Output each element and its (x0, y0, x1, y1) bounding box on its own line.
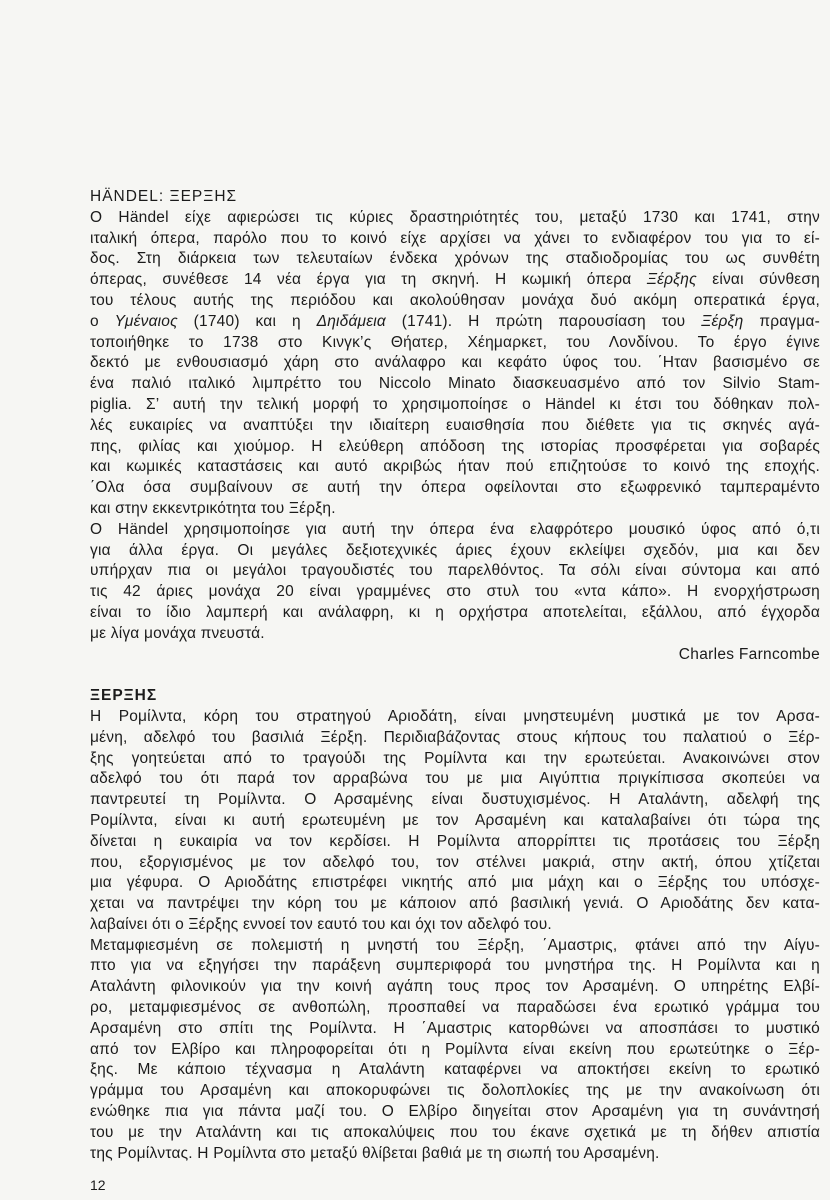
text-line: με λίγα μονάχα πνευστά. (90, 624, 265, 642)
text-line: πτο για να εξηγήσει την παράξενη συμπεριφορά του μνηστήρα της. Η Ρομίλντα και η (90, 957, 820, 975)
text-line: και κωμικές καταστάσεις και αυτό ακριβώς ήταν πού επιζητούσε το κοινό της εποχής. (90, 458, 820, 476)
text-line (90, 312, 820, 333)
text-line: Η Ρομίλντα, κόρη του στρατηγού Αριοδάτη, είναι μνηστευμένη μυστικά με τον Αρσα- (90, 707, 820, 725)
text-line: δεκτό με ενθουσιασμό χάρη στο ανάλαφρο και κεφάτο ύφος του. ΄Ηταν βασισμένο σε (90, 354, 820, 372)
text-line: Ο Händel χρησιμοποίησε για αυτή την όπερα ένα ελαφρότερο μουσικό ύφος από ό,τι (90, 520, 820, 538)
text-line: χεται να παντρέψει την κόρη του με κάποιον από βασιλική γενιά. Ο Αριοδάτης δεν κατα- (90, 895, 820, 913)
text-line: παντρευτεί τη Ρομίλντα. Ο Αρσαμένης είναι δυστυχισμένος. Η Αταλάντη, αδελφή της (90, 791, 820, 809)
synopsis-title: ΞΕΡΞΗΣ (90, 687, 158, 705)
author-signature: Charles Farncombe (678, 645, 820, 663)
text-line: μια γέφυρα. Ο Αριοδάτης επιστρέφει νικητής από μια μάχη και ο Ξέρξης του υπόσχε- (90, 874, 820, 892)
text-line: γράμμα του Αρσαμένη και αποκορυφώνει τις δολοπλοκίες της με την ανακοίνωση ότι (90, 1082, 820, 1100)
text-line: Αρσαμένη στο σπίτι της Ρομίλντα. Η ΄Αμαστρις κατορθώνει να αποσπάσει το μυστικό (90, 1019, 820, 1037)
text-line: του τέλους αυτής της περιόδου και ακολούθησαν μονάχα δυό ακόμη οπερατικά έργα, (90, 291, 820, 309)
page-number: 12 (90, 1177, 106, 1193)
text-line: μένη, αδελφό του βασιλιά Ξέρξη. Περιδιαβάζοντας στους κήπους του παλατιού ο Ξέρ- (90, 728, 820, 746)
italic-work-title: Ξέρξης (646, 271, 697, 289)
text-run: όπερας, συνέθεσε 14 νέα έργα για τη σκηνή. Η κωμική όπερα (90, 271, 647, 289)
text-line: είναι το ίδιο λαμπερή και ανάλαφρη, κι η ορχήστρα αποτελείται, εξάλλου, από έγχορδα (90, 603, 820, 621)
text-line: Αταλάντη φιλονικούν για την κοινή αγάπη τους προς τον Αρσαμένη. Ο υπηρέτης Ελβί- (90, 978, 820, 996)
text-line: και στην εκκεντρικότητα του Ξέρξη. (90, 499, 336, 517)
article-body (90, 208, 820, 645)
text-run: (1740) και η (177, 312, 317, 330)
article-title: HÄNDEL: ΞΕΡΞΗΣ (90, 188, 238, 205)
text-line: δος. Στη διάρκεια των τελευταίων ένδεκα χρόνων της σταδιοδρομίας του ως συνθέτη (90, 250, 820, 268)
text-line: ιταλική όπερα, παρόλο που το κοινό είχε αρχίσει να χάνει το ενδιαφέρον του για το εί- (90, 229, 820, 247)
text-run: είναι σύνθεση (696, 271, 820, 289)
text-line: λές ευκαιρίες να αναπτύξει την ιδιαίτερη ευαισθησία που διέθετε για τις σκηνές αγά- (90, 416, 820, 434)
text-line: πης, φιλίας και χιούμορ. Η ελεύθερη απόδοση της ιστορίας προσφέρεται για σοβαρές (90, 437, 820, 455)
text-line: τις 42 άριες μονάχα 20 είναι γραμμένες στο στυλ του «ντα κάπο». Η ενορχήστρωση (90, 583, 820, 601)
text-line: που, εξοργισμένος με τον αδελφό του, τον στέλνει μακριά, στην ακτή, όπου χτίζεται (90, 853, 820, 871)
page-content (90, 187, 820, 1164)
italic-work-title: Δηιδάμεια (316, 312, 386, 330)
text-line: υπήρχαν πια οι μεγάλοι τραγουδιστές του παρελθόντος. Τα σόλι είναι σύντομα και από (90, 562, 820, 580)
text-line: ξης. Με κάποιο τέχνασμα η Αταλάντη καταφέρνει να αποκτήσει εκείνη το ερωτικό (90, 1061, 820, 1079)
text-line: της Ρομίλντας. Η Ρομίλντα στο μεταξύ θλίβεται βαθιά με τη σιωπή του Αρσαμένη. (90, 1144, 660, 1162)
text-line: δίνεται η ευκαιρία να τον κερδίσει. Η Ρομίλντα απορρίπτει τις προτάσεις του Ξέρξη (90, 832, 820, 850)
text-line: Μεταμφιεσμένη σε πολεμιστή η μνηστή του Ξέρξη, ΄Αμαστρις, φτάνει από την Αίγυ- (90, 936, 820, 954)
text-line: ένα παλιό ιταλικό λιμπρέττο του Niccolo Minato διασκευασμένο από τον Silvio Stam- (90, 375, 820, 393)
text-line (90, 270, 820, 291)
text-line: ΄Ολα όσα συμβαίνουν σε αυτή την όπερα οφείλονται στο εξωφρενικό ταμπεραμέντο (90, 479, 820, 497)
text-run: ο (90, 312, 115, 330)
italic-work-title: Ξέρξη (701, 312, 744, 330)
text-line: του με την Αταλάντη και τις αποκαλύψεις που του έκανε σχετικά με τη δήθεν απιστία (90, 1123, 820, 1141)
text-line: αδελφό του ότι παρά τον αρραβώνα του με μια Αιγύπτια πριγκίπισσα σκοπεύει να (90, 770, 820, 788)
text-run: πραγμα- (743, 312, 820, 330)
text-line: Ο Händel είχε αφιερώσει τις κύριες δραστηριότητές του, μεταξύ 1730 και 1741, στην (90, 208, 820, 226)
text-run: (1741). Η πρώτη παρουσίαση του (385, 312, 702, 330)
text-line: piglia. Σ’ αυτή την τελική μορφή το χρησιμοποίησε ο Händel κι έτσι του δόθηκαν πολ- (90, 395, 820, 413)
italic-work-title: Υμέναιος (114, 312, 178, 330)
text-line: Ρομίλντα, είναι κι αυτή ερωτευμένη με τον Αρσαμένη και καταλαβαίνει ότι τώρα της (90, 811, 820, 829)
text-line: ρο, μεταμφιεσμένος σε ανθοπώλη, προσπαθεί να παραδώσει ένα ερωτικό γράμμα του (90, 999, 820, 1017)
text-line: ξης γοητεύεται από το τραγούδι της Ρομίλντα και την ερωτεύεται. Ανακοινώνει στον (90, 749, 820, 767)
text-line: λαβαίνει ότι ο Ξέρξης εννοεί τον εαυτό του και όχι τον αδελφό του. (90, 915, 552, 933)
text-line: από τον Ελβίρο και πληροφορείται ότι η Ρομίλντα είναι εκείνη που ερωτεύτηκε ο Ξέρ- (90, 1040, 820, 1058)
synopsis-body (90, 707, 820, 1165)
text-line: για άλλα έργα. Οι μεγάλες δεξιοτεχνικές άριες έχουν εκλείψει σχεδόν, μια και δεν (90, 541, 820, 559)
text-line: τοποιήθηκε το 1738 στο Κινγκ’ς Θήατερ, Χέημαρκετ, του Λονδίνου. Το έργο έγινε (90, 333, 820, 351)
text-line: ενώθηκε πια για πάντα μαζί του. Ο Ελβίρο διηγείται στον Αρσαμένη για τη συνάντησή (90, 1103, 820, 1121)
